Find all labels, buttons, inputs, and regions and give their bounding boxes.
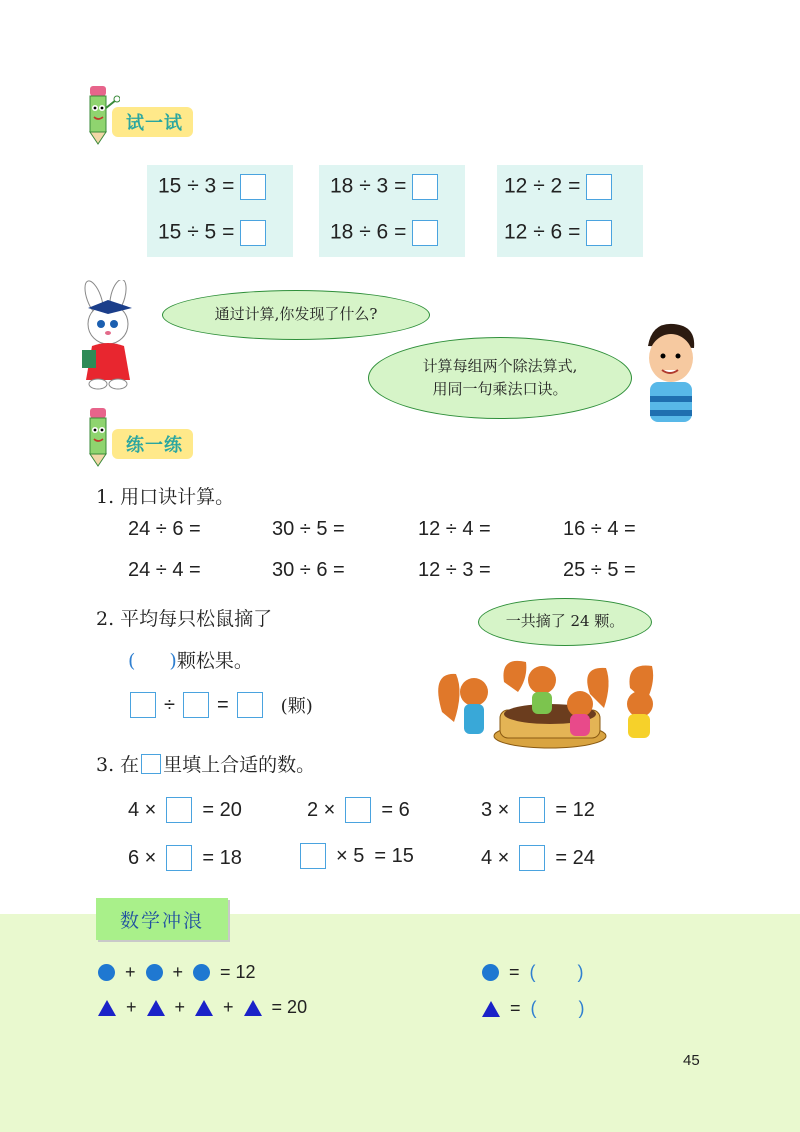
divide-sign: ÷ <box>164 693 175 716</box>
answer-paren-left: ( <box>128 650 136 672</box>
blue-triangle-icon <box>244 1000 262 1016</box>
q3-equation <box>300 843 414 869</box>
equation-text: 12 ÷ 2 = <box>504 174 581 198</box>
plus-sign: + <box>126 997 137 1017</box>
rabbit-illustration <box>72 280 152 392</box>
answer-box[interactable] <box>519 797 545 823</box>
q3-left: × 5 <box>336 844 365 867</box>
equation-text: 18 ÷ 3 = <box>330 174 407 198</box>
answer-box[interactable] <box>166 797 192 823</box>
question-3-title-a: 3. 在 <box>96 754 140 776</box>
boy-speech-line-2: 用同一句乘法口诀。 <box>432 380 568 398</box>
challenge-title-box <box>96 898 228 940</box>
answer-box[interactable] <box>166 845 192 871</box>
question-3-title-b: 里填上合适的数。 <box>163 754 316 776</box>
answer-box[interactable] <box>519 845 545 871</box>
blue-circle-icon <box>146 964 163 981</box>
unit-label: (颗) <box>280 696 313 717</box>
q3-equation <box>307 797 410 823</box>
blue-triangle-icon <box>147 1000 165 1016</box>
blank-box-symbol <box>141 754 161 774</box>
equation-text: 12 ÷ 6 = <box>504 220 581 244</box>
squirrel-speech-text: 一共摘了 24 颗。 <box>505 612 625 631</box>
answer-box[interactable] <box>586 174 612 200</box>
answer-box[interactable] <box>345 797 371 823</box>
triangle-sum-value: = 20 <box>271 997 308 1017</box>
challenge-panel <box>0 914 800 1132</box>
squirrels-illustration <box>430 652 670 752</box>
q3-equation <box>481 845 595 871</box>
question-3-title <box>96 750 315 777</box>
triangle-answer-row <box>482 998 585 1019</box>
answer-paren-left: ( <box>530 998 537 1018</box>
challenge-title: 数学冲浪 <box>119 909 204 932</box>
answer-box[interactable] <box>130 692 156 718</box>
blue-circle-icon <box>98 964 115 981</box>
q3-equation <box>128 797 242 823</box>
circle-sum-row <box>98 962 256 983</box>
boy-speech-line-1: 计算每组两个除法算式, <box>422 356 578 375</box>
answer-paren-left: ( <box>529 962 536 982</box>
question-1-title: 1. 用口诀计算。 <box>96 486 235 508</box>
answer-box[interactable] <box>300 843 326 869</box>
boy-speech-bubble <box>368 337 632 419</box>
squirrel-speech-bubble <box>478 598 652 646</box>
practice-section-badge <box>78 404 193 468</box>
q3-left: 6 × <box>128 846 157 869</box>
q3-right: = 12 <box>555 798 595 821</box>
q3-right: = 24 <box>555 846 595 869</box>
q3-equation <box>128 845 242 871</box>
rabbit-speech-bubble <box>162 290 430 340</box>
q1-expression: 24 ÷ 6 = <box>128 518 201 540</box>
equals-sign: = <box>509 962 520 982</box>
equals-sign: = <box>510 998 521 1018</box>
answer-paren-right: ) <box>577 962 584 982</box>
q3-right: = 6 <box>381 798 410 821</box>
equation-row <box>330 174 438 200</box>
try-section-badge <box>78 82 193 146</box>
plus-sign: + <box>223 997 234 1017</box>
answer-box[interactable] <box>412 174 438 200</box>
answer-paren-right: ) <box>169 650 177 672</box>
answer-box[interactable] <box>240 174 266 200</box>
q1-expression: 25 ÷ 5 = <box>563 559 636 581</box>
question-2-equation <box>130 692 313 718</box>
q3-left: 3 × <box>481 798 510 821</box>
blue-triangle-icon <box>482 1001 500 1017</box>
equation-text: 15 ÷ 3 = <box>158 174 235 198</box>
triangle-sum-row <box>98 997 307 1018</box>
try-section-title: 试一试 <box>112 107 193 137</box>
q1-expression: 30 ÷ 6 = <box>272 559 345 581</box>
plus-sign: + <box>125 962 136 982</box>
q1-expression: 30 ÷ 5 = <box>272 518 345 540</box>
q3-equation <box>481 797 595 823</box>
blue-circle-icon <box>482 964 499 981</box>
answer-box[interactable] <box>412 220 438 246</box>
plus-sign: + <box>174 997 186 1017</box>
q1-expression: 16 ÷ 4 = <box>563 518 636 540</box>
equation-row <box>158 174 266 200</box>
answer-box[interactable] <box>183 692 209 718</box>
blue-triangle-icon <box>195 1000 213 1016</box>
equation-row <box>330 220 438 246</box>
question-2-answer-line <box>128 646 253 673</box>
q1-expression: 12 ÷ 3 = <box>418 559 491 581</box>
boy-illustration <box>632 318 708 428</box>
answer-box[interactable] <box>240 220 266 246</box>
rabbit-speech-text: 通过计算,你发现了什么? <box>214 305 378 324</box>
q3-right: = 15 <box>374 844 414 867</box>
q1-expression: 24 ÷ 4 = <box>128 559 201 581</box>
q3-left: 4 × <box>481 846 510 869</box>
answer-paren-right: ) <box>578 998 585 1018</box>
equals-sign: = <box>216 693 229 716</box>
answer-box[interactable] <box>586 220 612 246</box>
question-2-title: 2. 平均每只松鼠摘了 <box>96 608 273 630</box>
circle-sum-value: = 12 <box>220 962 256 982</box>
q3-left: 2 × <box>307 798 336 821</box>
answer-box[interactable] <box>237 692 263 718</box>
blue-circle-icon <box>193 964 210 981</box>
question-2-unit-text: 颗松果。 <box>176 650 253 672</box>
equation-row <box>504 174 612 200</box>
equation-row <box>504 220 612 246</box>
q3-left: 4 × <box>128 798 157 821</box>
equation-text: 15 ÷ 5 = <box>158 220 235 244</box>
blue-triangle-icon <box>98 1000 116 1016</box>
q1-expression: 12 ÷ 4 = <box>418 518 491 540</box>
plus-sign: + <box>172 962 184 982</box>
circle-answer-row <box>482 962 584 983</box>
q3-right: = 18 <box>202 846 242 869</box>
q3-right: = 20 <box>202 798 242 821</box>
practice-section-title: 练一练 <box>112 429 193 459</box>
equation-text: 18 ÷ 6 = <box>330 220 407 244</box>
page-number: 45 <box>683 1052 700 1069</box>
equation-row <box>158 220 266 246</box>
